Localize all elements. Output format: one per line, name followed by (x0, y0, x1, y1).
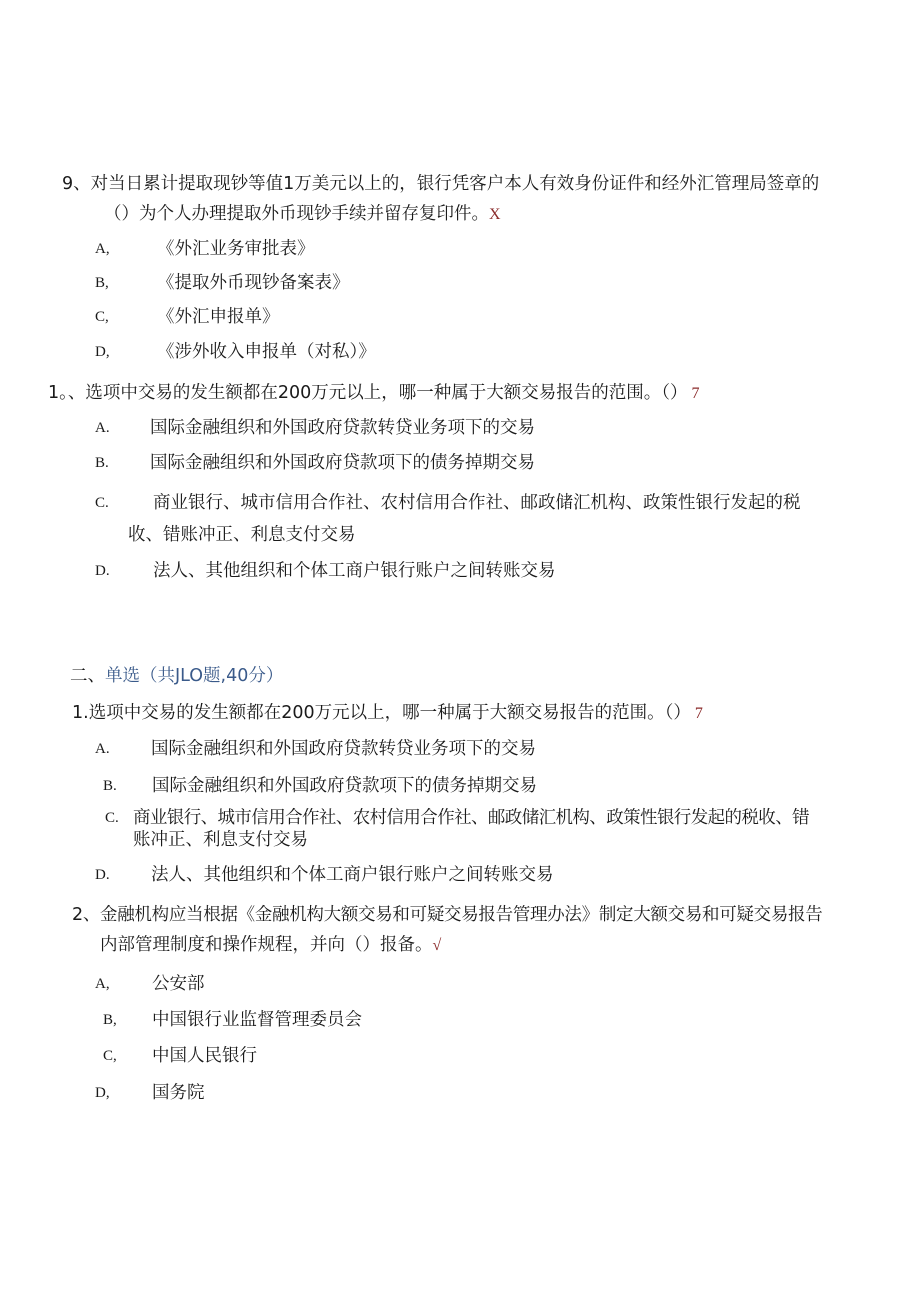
q9-option-b-letter: B, (95, 275, 109, 291)
q1a-option-c-text-cont: 收、错账冲正、利息支付交易 (128, 525, 356, 545)
q1b-option-a-letter: A. (95, 741, 110, 757)
q1b-option-c-letter: C. (105, 810, 119, 826)
q9-option-a-letter: A, (95, 241, 110, 257)
section-title: 单选（共JLO题,40分） (105, 666, 284, 686)
section-prefix: 二、 (70, 666, 105, 686)
q1b-option-d-letter: D. (95, 867, 110, 883)
q2-option-a-letter: A, (95, 976, 110, 992)
q9-option-c-text: 《外汇申报单》 (157, 307, 280, 327)
q1b-option-a-text: 国际金融组织和外国政府贷款转贷业务项下的交易 (151, 739, 536, 759)
q1b-stem (72, 701, 703, 726)
q1b-answer-mark: 7 (694, 705, 703, 722)
section-header (70, 664, 283, 688)
q1b-option-d-text: 法人、其他组织和个体工商户银行账户之间转账交易 (151, 865, 554, 885)
q2-option-d-letter: D, (95, 1085, 110, 1101)
q2-option-a-text: 公安部 (152, 974, 205, 994)
q1a-stem (48, 381, 700, 406)
q1a-option-b-text: 国际金融组织和外国政府贷款项下的债务掉期交易 (150, 453, 535, 473)
q9-option-d-letter: D, (95, 344, 110, 360)
q9-option-a-text: 《外汇业务审批表》 (157, 239, 315, 259)
q1b-option-b-text: 国际金融组织和外国政府贷款项下的债务掉期交易 (152, 776, 537, 796)
q1a-option-d-letter: D. (95, 563, 110, 579)
q1a-option-c-text: 商业银行、城市信用合作社、农村信用合作社、邮政储汇机构、政策性银行发起的税 (153, 493, 801, 513)
q9-stem-line1: 9、对当日累计提取现钞等值1万美元以上的，银行凭客户本人有效身份证件和经外汇管理局签章的 (62, 174, 820, 194)
q2-stem-line1: 2、金融机构应当根据《金融机构大额交易和可疑交易报告管理办法》制定大额交易和可疑交易报告 (72, 905, 823, 925)
q1b-option-c-text-cont: 账冲正、利息支付交易 (133, 830, 308, 850)
q2-option-c-letter: C, (103, 1048, 117, 1064)
q9-stem-line2 (104, 202, 501, 227)
q1a-stem-text: 1。、选项中交易的发生额都在200万元以上，哪一种属于大额交易报告的范围。（） (48, 383, 688, 403)
q1a-answer-mark: 7 (691, 385, 700, 402)
q9-answer-mark: X (489, 206, 501, 223)
q9-option-d-text: 《涉外收入申报单（对私）》 (157, 342, 376, 362)
q1a-option-d-text: 法人、其他组织和个体工商户银行账户之间转账交易 (153, 561, 556, 581)
q1a-option-c-letter: C. (95, 495, 109, 511)
q1b-option-b-letter: B. (103, 778, 117, 794)
q2-option-b-text: 中国银行业监督管理委员会 (152, 1010, 362, 1030)
q2-option-c-text: 中国人民银行 (152, 1046, 257, 1066)
q1a-option-a-text: 国际金融组织和外国政府贷款转贷业务项下的交易 (150, 418, 535, 438)
q1b-stem-text: 1.选项中交易的发生额都在200万元以上，哪一种属于大额交易报告的范围。（） (72, 703, 691, 723)
q2-stem-line2 (100, 933, 441, 958)
q2-option-d-text: 国务院 (152, 1083, 205, 1103)
q2-stem-text: 内部管理制度和操作规程，并向（）报备。 (100, 935, 433, 955)
q9-option-c-letter: C, (95, 309, 109, 325)
q9-stem-text: （）为个人办理提取外币现钞手续并留存复印件。 (104, 204, 489, 224)
q2-answer-mark: √ (432, 937, 442, 954)
q9-option-b-text: 《提取外币现钞备案表》 (157, 273, 350, 293)
q1b-option-c-text: 商业银行、城市信用合作社、农村信用合作社、邮政储汇机构、政策性银行发起的税收、错 (133, 808, 809, 828)
q1a-option-a-letter: A. (95, 420, 110, 436)
q2-option-b-letter: B, (103, 1012, 117, 1028)
q1a-option-b-letter: B. (95, 455, 109, 471)
